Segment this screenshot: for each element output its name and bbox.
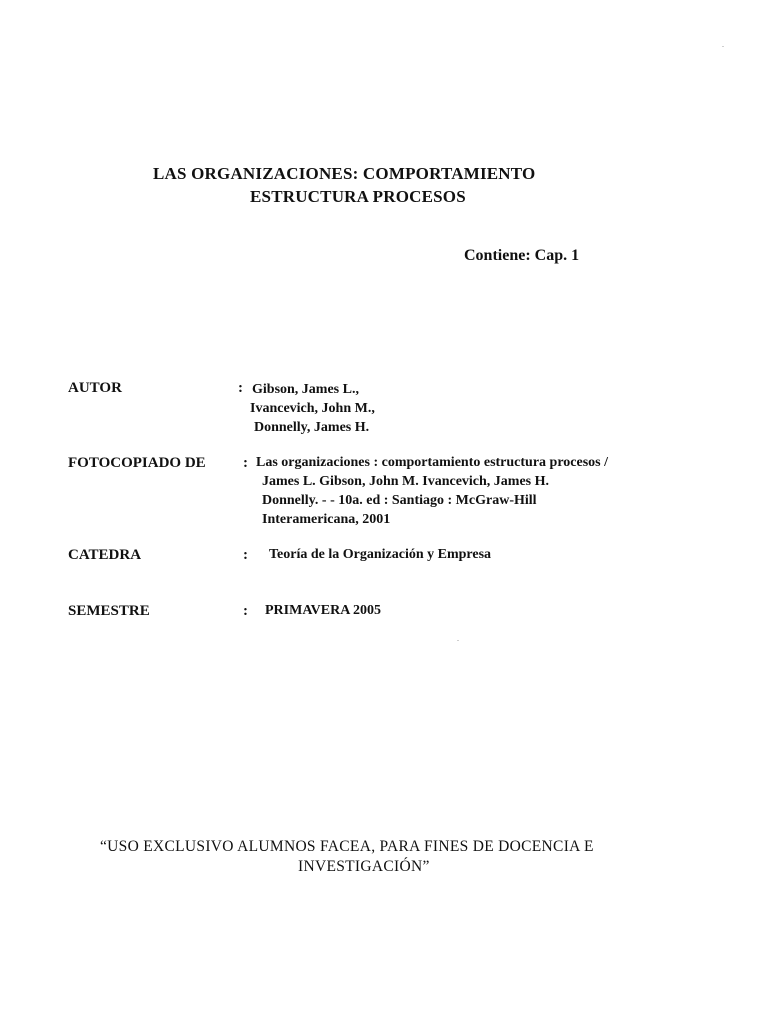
usage-notice-line-1: “USO EXCLUSIVO ALUMNOS FACEA, PARA FINES DE DOCENCIA E: [100, 838, 594, 855]
fotocopiado-line: James L. Gibson, John M. Ivancevich, James H.: [262, 474, 550, 489]
catedra-value: [269, 545, 491, 564]
fotocopiado-label: FOTOCOPIADO DE: [68, 455, 206, 471]
autor-line: Donnelly, James H.: [254, 420, 370, 435]
catedra-label: CATEDRA: [68, 547, 142, 563]
semestre-colon: :: [243, 603, 248, 619]
semestre-value: [265, 601, 381, 620]
scan-speck: [722, 46, 724, 47]
document-title-line-1: LAS ORGANIZACIONES: COMPORTAMIENTO: [153, 164, 536, 183]
fotocopiado-value: [256, 453, 608, 529]
document-title-line-2: ESTRUCTURA PROCESOS: [250, 187, 466, 206]
semestre-label: SEMESTRE: [68, 603, 150, 619]
fotocopiado-line: Las organizaciones : comportamiento estructura procesos /: [256, 455, 609, 470]
contents-note: Contiene: Cap. 1: [464, 247, 580, 264]
autor-label: AUTOR: [68, 380, 122, 396]
fotocopiado-colon: :: [243, 455, 248, 471]
autor-colon: :: [238, 380, 243, 396]
semestre-value-text: PRIMAVERA 2005: [265, 603, 382, 618]
autor-line: Gibson, James L.,: [252, 382, 359, 397]
fotocopiado-line: Donnelly. - - 10a. ed : Santiago : McGraw-Hill: [262, 493, 537, 508]
usage-notice-line-2: INVESTIGACIÓN”: [298, 858, 430, 875]
catedra-value-text: Teoría de la Organización y Empresa: [269, 547, 492, 562]
autor-line: Ivancevich, John M.,: [250, 401, 375, 416]
autor-value: [252, 380, 375, 437]
scan-speck: [457, 640, 459, 641]
fotocopiado-line: Interamericana, 2001: [262, 512, 391, 527]
catedra-colon: :: [243, 547, 248, 563]
